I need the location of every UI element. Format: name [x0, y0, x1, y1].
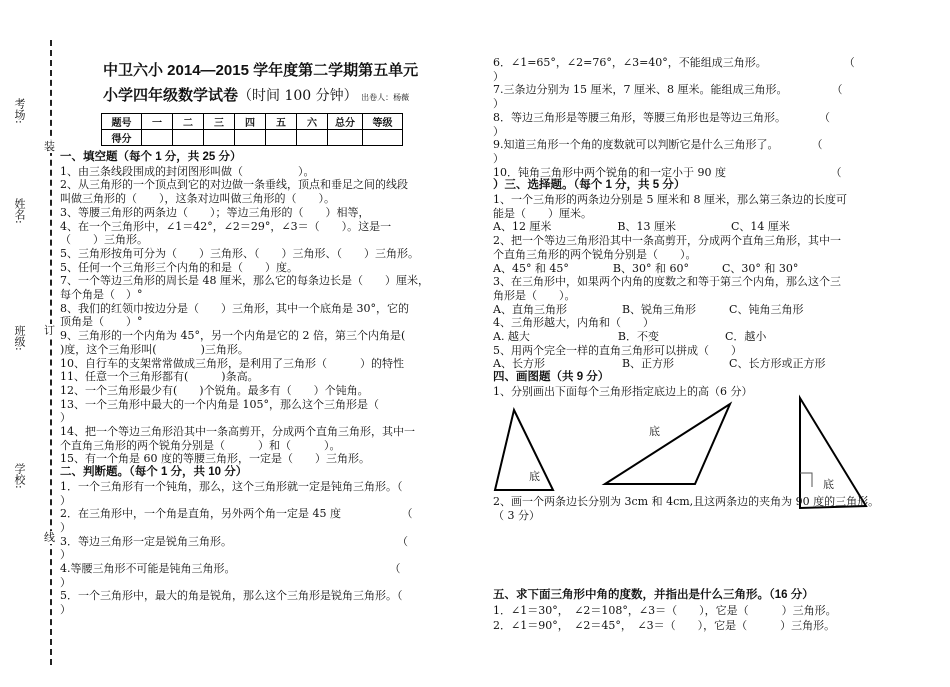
exam-author: 出卷人：杨薇 — [361, 93, 410, 102]
question-line: 8．等边三角形是等腰三角形，等腰三角形也是等边三角形。 （ — [493, 110, 830, 124]
question-line: 5、任何一个三角形三个内角的和是（ ）度。 — [60, 260, 298, 274]
question-line: 10、自行车的支架常常做成三角形，是利用了三角形（ ）的特性 — [60, 356, 404, 370]
question-line: 2．在三角形中，一个角是直角，另外两个角一定是 45 度 （ — [60, 507, 413, 521]
question-line: 3、等腰三角形的两条边（ ）；等边三角形的（ ）相等， — [60, 205, 370, 219]
question-line: 每个角是（ ）° — [60, 288, 143, 301]
question-line: 个直角三角形的两个锐角分别是（ ）和（ ）。 — [60, 438, 341, 452]
question-line: A、12 厘米 B、13 厘米 C、14 厘米 — [493, 220, 790, 234]
score-cell[interactable] — [363, 130, 403, 146]
score-table — [101, 113, 403, 146]
section-5-line-1: 1．∠1＝30°， ∠2＝108°，∠3＝（ ），它是（ ）三角形。 — [493, 604, 837, 617]
section-heading: ）三、选择题。（每个 1 分，共 5 分） — [493, 179, 686, 192]
side-label-xingming: 姓名: — [13, 198, 26, 224]
score-header-cell: 总分 — [328, 114, 363, 130]
section-heading: 一、填空题（每个 1 分，共 25 分） — [60, 151, 242, 163]
question-line: 1、一个三角形的两条边分别是 5 厘米和 8 厘米，那么第三条边的长度可 — [493, 193, 847, 206]
side-mark-ding: 订 — [44, 324, 55, 337]
question-line: 叫做三角形的（ ），这条对边叫做三角形的（ ）。 — [60, 192, 335, 206]
question-line: 3．等边三角形一定是锐角三角形。 （ — [60, 534, 408, 548]
question-line: 1．一个三角形有一个钝角，那么，这个三角形就一定是钝角三角形。（ — [60, 479, 403, 493]
question-line: 1、由三条线段围成的封闭图形叫做（ ）。 — [60, 164, 315, 178]
score-header-cell: 一 — [142, 114, 173, 130]
question-line: 12、一个三角形最少有( )个锐角。最多有（ ）个钝角。 — [60, 383, 369, 397]
question-line: ） — [493, 124, 504, 138]
question-line: 9.知道三角形一个角的度数就可以判断它是什么三角形了。 （ — [493, 138, 823, 152]
question-line: 8、我们的红领巾按边分是（ ）三角形，其中一个底角是 30°，它的 — [60, 301, 409, 315]
question-line: ） — [493, 69, 504, 83]
score-header-cell: 六 — [297, 114, 328, 130]
question-line: A、直角三角形 B、锐角三角形 C、钝角三角形 — [493, 302, 804, 316]
exam-time: （时间 100 分钟） — [238, 88, 358, 104]
score-cell[interactable] — [204, 130, 235, 146]
score-cell[interactable] — [266, 130, 297, 146]
question-line: ） — [60, 548, 71, 562]
question-line: 6．∠1=65°，∠2=76°，∠3=40°，不能组成三角形。 （ — [493, 56, 855, 69]
draw-question-2-points: （ 3 分） — [493, 509, 540, 522]
question-line: 5．一个三角形中，最大的角是锐角，那么这个三角形是锐角三角形。（ — [60, 589, 403, 603]
triangle-2 — [605, 404, 730, 484]
score-header-cell: 三 — [204, 114, 235, 130]
question-line: ） — [60, 411, 71, 425]
side-mark-zhuang: 装 — [44, 140, 55, 153]
section-5-title: 五、求下面三角形中角的度数，并指出是什么三角形。（16 分） — [493, 589, 814, 601]
section-5-line-2: 2．∠1＝90°， ∠2＝45°， ∠3＝（ ），它是（ ）三角形。 — [493, 619, 836, 632]
base-label-3: 底 — [823, 478, 834, 491]
question-line: ） — [493, 151, 504, 165]
side-label-banji: 班级: — [13, 325, 26, 351]
question-line: A、45° 和 45° B、30° 和 60° C、30° 和 30° — [493, 261, 799, 275]
question-line: 4.等腰三角形不可能是钝角三角形。 （ — [60, 562, 401, 575]
question-line: 顶角是（ ）° — [60, 315, 143, 329]
question-line: 10．钝角三角形中两个锐角的和一定小于 90 度 （ — [493, 165, 842, 179]
question-line: 5、三角形按角可分为（ ）三角形、（ ）三角形、（ ）三角形。 — [60, 246, 419, 260]
height-hint — [800, 473, 812, 487]
side-mark-xian: 线 — [44, 531, 55, 544]
question-line: ） — [60, 520, 71, 534]
question-line: 4、三角形越大，内角和（ ） — [493, 316, 654, 330]
section-heading: 四、画图题（共 9 分） — [493, 371, 610, 384]
score-cell[interactable] — [328, 130, 363, 146]
score-header-cell: 二 — [173, 114, 204, 130]
side-label-xuexiao: 学校: — [13, 463, 26, 489]
question-line: 4、在一个三角形中，∠1＝42°，∠2＝29°，∠3＝（ ）。这是一 — [60, 219, 392, 233]
question-line: ） — [60, 603, 71, 617]
question-line: （ ）三角形。 — [60, 233, 148, 247]
question-line: ） — [60, 493, 71, 507]
question-line: 14、把一个等边三角形沿其中一条高剪开，分成两个直角三角形，其中一 — [60, 425, 415, 438]
question-line: 5、用两个完全一样的直角三角形可以拼成（ ） — [493, 343, 742, 357]
score-header-cell: 题号 — [102, 114, 142, 130]
question-line: 2、从三角形的一个顶点到它的对边做一条垂线，顶点和垂足之间的线段 — [60, 178, 408, 192]
base-label-1: 底 — [529, 470, 540, 483]
section-heading: 二、判断题。（每个 1 分，共 10 分） — [60, 466, 248, 479]
question-line: 3、在三角形中，如果两个内角的度数之和等于第三个内角，那么这个三 — [493, 275, 841, 289]
score-cell[interactable] — [142, 130, 173, 146]
score-header-cell: 四 — [235, 114, 266, 130]
draw-question-2: 2、画一个两条边长分别为 3cm 和 4cm,且这两条边的夹角为 90 度的三角形。 — [493, 495, 880, 508]
question-line: 7.三条边分别为 15 厘米，7 厘米、8 厘米。能组成三角形。 （ — [493, 83, 843, 97]
score-cell[interactable] — [173, 130, 204, 146]
score-header-cell: 五 — [266, 114, 297, 130]
score-cell[interactable] — [297, 130, 328, 146]
question-line: ） — [60, 575, 71, 589]
question-line: A. 越大 B．不变 C．越小 — [493, 330, 767, 343]
question-line: A、长方形 B、正方形 C、长方形或正方形 — [493, 357, 826, 371]
binding-line — [50, 40, 52, 665]
question-line: )度，这个三角形叫( )三角形。 — [60, 342, 249, 356]
score-cell[interactable] — [235, 130, 266, 146]
question-line: 13、一个三角形中最大的一个内角是 105°，那么这个三角形是（ — [60, 397, 379, 411]
score-header-cell: 等级 — [363, 114, 403, 130]
question-line: ） — [493, 97, 504, 111]
question-line: 15、有一个角是 60 度的等腰三角形，一定是（ ）三角形。 — [60, 452, 370, 466]
score-row-label: 得分 — [102, 130, 142, 146]
question-line: 1、分别画出下面每个三角形指定底边上的高（6 分） — [493, 384, 753, 398]
base-label-2: 底 — [649, 425, 660, 438]
side-label-kaochang: 考场: — [13, 98, 26, 124]
exam-subtitle: 小学四年级数学试卷 — [103, 87, 239, 104]
exam-title: 中卫六小 2014—2015 学年度第二学期第五单元 — [103, 62, 419, 79]
question-line: 个直角三角形的两个锐角分别是（ ）。 — [493, 247, 697, 261]
question-line: 11、任意一个三角形都有( )条高。 — [60, 370, 259, 384]
question-line: 7、一个等边三角形的周长是 48 厘米，那么它的每条边长是（ ）厘米， — [60, 274, 429, 288]
triangle-1 — [495, 410, 553, 490]
question-line: 能是（ ）厘米。 — [493, 206, 592, 220]
question-line: 9、三角形的一个内角为 45°，另一个内角是它的 2 倍，第三个内角是( — [60, 329, 406, 343]
question-line: 2、把一个等边三角形沿其中一条高剪开，分成两个直角三角形，其中一 — [493, 234, 841, 248]
question-line: 角形是（ ）。 — [493, 288, 576, 302]
